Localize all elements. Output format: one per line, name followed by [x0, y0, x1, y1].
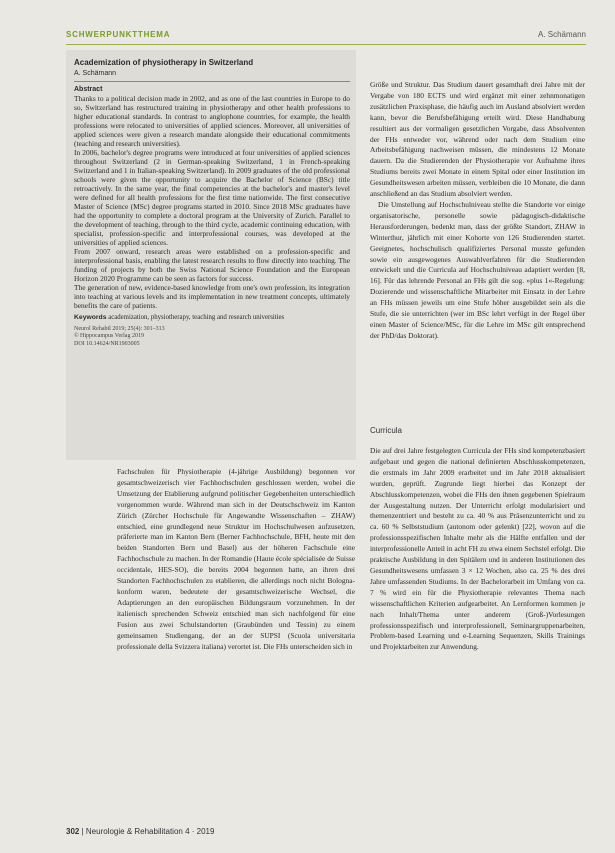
- body-paragraph: Fachschulen für Physiotherapie (4-jährige Ausbildung) begonnen vor gesamtschweizerisch vier Fachhochschulen geschlossen werden, wobei die Umsetzung der Etablierung aufgrund politischer Gegebenheiten unterschiedlich vorgenommen wurde. Während man sich in der Deutschschweiz im Kanton Zürich (Zürcher Hochschule für Angewandte Wissenschaften – ZHAW) entschied, eine grundlegend neue Struktur im Hochschulwesen aufzusetzen, präferierte man im Kanton Bern (Berner Fachhochschule, BFH, heute mit den beiden Standorten Bern und Basel) aus der höheren Fachschule eine Fachhochschule zu machen. In der Romandie (Haute école spécialisée de Suisse occidentale, HES-SO), die bereits 2004 begonnen hatte, an ihren drei Standorten Fachhochschulen zu etablieren, die allerdings noch nicht Bologna-konform waren, bedeutete der gesamtschweizerische Wechsel, die Adaptierungen an den europäischen Bildungsraum vorzunehmen. In der italienisch sprechenden Schweiz entschied man sich nachfolgend für eine Fusion aus zwei Schulstandorten (Graubünden und Tessin) zu einem gemeinsamen Studiengang, der an der SUPSI (Scuola universitaria professionale della Svizzera italiana) verortet ist. Die FHs unterscheiden sich in: [117, 467, 355, 651]
- section-label: SCHWERPUNKTTHEMA: [66, 30, 171, 39]
- body-paragraph: Größe und Struktur. Das Studium dauert gesamthaft drei Jahre mit der Vergabe von 180 ECTS und wird ergänzt mit einer zehnmonatigen zusätzlichen Praxisphase, die häufig auch im Ausland absolviert werden kann, bevor die Berufsbefähigung erteilt wird. Diese Handhabung resultiert aus der vormaligen gesetzlichen Vorgabe, dass Absolventen der FHs entweder vor, während oder nach dem Studium eine Arbeitsbefähigung nachweisen müssen, die mindestens 12 Monate dauern. Da die Studierenden der Physiotherapie vor Aufnahme ihres Studiums bereits zwei Monate in einem Spital oder einer Institution im Gesundheitswesen arbeiten müssen, verbleiben die 10 Monate, die dann anschließend an das Studium absolviert werden.: [370, 80, 585, 199]
- running-header: [66, 30, 586, 44]
- body-paragraph: Die auf drei Jahre festgelegten Curricula der FHs sind kompetenzbasiert aufgebaut und gegen die national definierten Abschlusskompetenzen, die erstmals im Jahr 2009 erarbeitet und im Jahr 2018 aktualisiert wurden, geprüft. Zugrunde liegt hierbei das Konzept der Abschlusskompetenzen, wobei die FHs den ihnen gegebenen Spielraum der Ausgestaltung nutzen. Der Unterricht erfolgt modularisiert und themenzentriert und besteht zu ca. 40 % aus Präsenzunterricht und zu ca. 60 % Selbststudium (autonom oder gelenkt) [22], wovon auf die professionsspezifischen Inhalte mehr als die Hälfte entfallen und der interprofessionelle Anteil in acht FH zu etwa einem Sechstel erfolgt. Die praktische Ausbildung in den Spitälern und in anderen Institutionen des Gesundheitswesens umfassen 3 × 12 Wochen, also ca. 25 % des drei Jahre umfassenden Studiums. In der Bachelorarbeit im Umfang von ca. 7 % wird ein für die Physiotherapie relevantes Thema nach wissenschaftlichen Kriterien aufgearbeitet. An Lernformen kommen je nach Inhalt/Thema unter anderem (Groß-)Vorlesungen professionsspezifisch und interprofessionell, Seminargruppenarbeiten, Problem-based Learning und e-Learning Sequenzen, Skills Trainings und Projektarbeiten zur Anwendung.: [370, 446, 585, 652]
- keywords-text: academization, physiotherapy, teaching and research universities: [108, 314, 285, 321]
- article-author: A. Schämann: [74, 70, 117, 77]
- abstract-box: [66, 50, 356, 460]
- page-footer: [66, 827, 214, 836]
- right-column-top: [370, 80, 585, 415]
- abstract-heading: Abstract: [74, 86, 103, 93]
- copyright-line: © Hippocampus Verlag 2019: [74, 333, 144, 339]
- footer-separator: |: [81, 827, 86, 836]
- header-divider: [66, 44, 586, 45]
- body-paragraph: Die Umstellung auf Hochschulniveau stellte die Standorte vor einige organisatorische, personelle sowie pädagogisch-didaktische Herausforderungen, bedenkt man, dass der größte Standort, ZHAW in Winterthur, jährlich mit einer Kohorte von 126 Studierenden startet. Geeignetes, hochschulisch qualifiziertes Personal musste gefunden sowie ein ausgewogenes Auswahlverfahren für die Studierenden entwickelt und die Curricula auf Hochschulniveau adaptiert werden [8, 16]. Für das lehrende Personal an FHs gilt die sog. »plus 1«-Regelung: Dozierende und wissenschaftliche Mitarbeiter mit Einsatz in der Lehre an FHs müssen jeweils um eine Stufe höher ausgebildet sein als die Stufe, die sie unterrichten (wer im BSc lehrt verfügt in der Regel über einen Master of Science/MSc, für die Lehre im MSc gilt entsprechend der PhD/das Doktorat).: [370, 199, 585, 340]
- abstract-paragraph: Thanks to a political decision made in 2002, and as one of the last countries in Europe to do so, Switzerland has restructured training in physiotherapy and other health professions to higher educational standards. In contrast to anglophone countries, for example, the health professions were relocated to universities of applied sciences. Moreover, all universities of applied sciences were given a research mandate alongside their educational commitments (teaching and research universities).: [74, 94, 350, 148]
- citation-line: Neurol Rehabil 2019; 25(4): 301–313: [74, 325, 165, 332]
- left-column-bottom: [117, 467, 355, 839]
- abstract-divider: [74, 81, 350, 82]
- abstract-paragraph: The generation of new, evidence-based knowledge from one's own profession, its integration into teaching at various levels and its implementation in new treatment concepts, ultimately benefits the care of patients.: [74, 283, 350, 310]
- article-title: Academization of physiotherapy in Switzerland: [74, 58, 254, 67]
- section-heading-curricula: Curricula: [370, 426, 403, 435]
- right-column-bottom: [370, 446, 585, 838]
- page-number: 302: [66, 827, 80, 836]
- header-author: A. Schämann: [537, 30, 586, 39]
- keywords: [74, 314, 350, 323]
- doi-line: DOI 10.14624/NR1903005: [74, 340, 140, 347]
- abstract-paragraph: From 2007 onward, research areas were established on a profession-specific and interprofessional basis, enabling the latest research results to flow directly into teaching. The funding of projects by both the Swiss National Science Foundation and the European Horizon 2020 Programme can be seen as factors for success.: [74, 247, 350, 283]
- keywords-label: Keywords: [74, 314, 107, 321]
- journal-name: Neurologie & Rehabilitation 4 · 2019: [85, 827, 215, 836]
- abstract-paragraph: In 2006, bachelor's degree programs were introduced at four universities of applied sciences throughout Switzerland (2 in German-speaking Switzerland, 1 in French-speaking Switzerland and 1 in Italian-speaking Switzerland). In 2009 graduates of the old professional schools were given the opportunity to acquire the Bachelor of Science (BSc) title retroactively. In the same year, the final competencies at the bachelor's and master's level were defined for all health professions for the first time nationwide. The first consecutive Master of Science (MSc) degree programs started in 2010. Since 2018 MSc graduates have had the opportunity to complete a doctoral program at the University of Zurich. Parallel to the development of teaching, through to the third cycle, academic continuing education, with specialist, profession-specific and interprofessional courses, was developed at the universities of applied sciences.: [74, 148, 350, 247]
